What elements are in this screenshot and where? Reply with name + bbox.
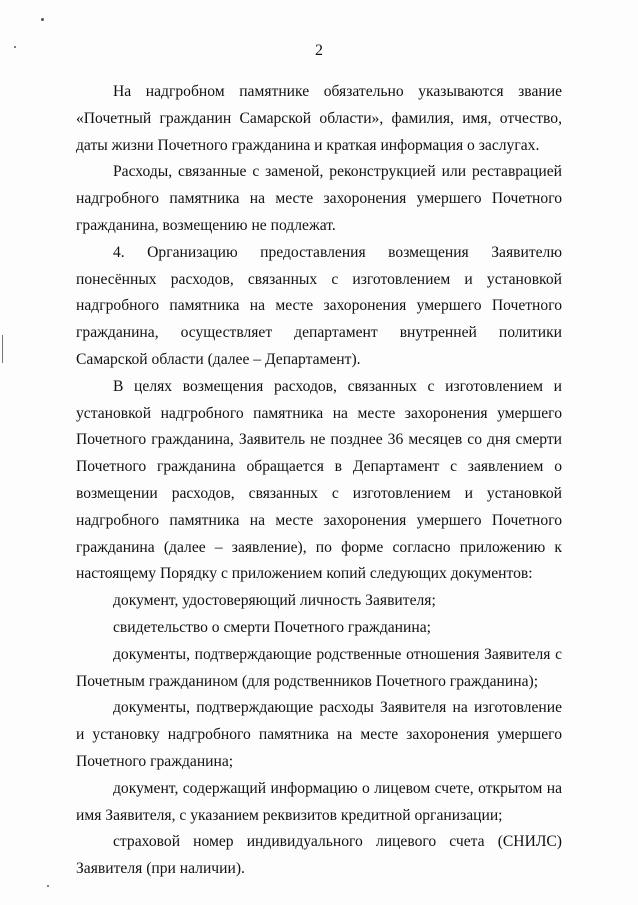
paragraph: Расходы, связанные с заменой, реконструкцией или реставрацией надгробного памятника на месте захоронения умершего Почетного гражданина, возмещению не подлежат. [76,163,562,234]
paragraph: страховой номер индивидуального лицевого счета (СНИЛС) Заявителя (при наличии). [76,833,562,878]
paragraph: В целях возмещения расходов, связанных с изготовлением и установкой надгробного памятника на месте захоронения умершего Почетного гражданина, Заявитель не позднее 36 месяцев со дня смерти Почетного гражданина обращается в Департамент с заявлением о возмещении расходов, связанных с изготовлением и установкой надгробного памятника на месте захоронения умершего Почетного гражданина (далее – заявление), по форме согласно приложению к настоящему Порядку с приложением копий следующих документов: [76,377,562,583]
paragraph: документы, подтверждающие расходы Заявителя на изготовление и установку надгробного памятника на месте захоронения умершего Почетного гражданина; [76,699,562,770]
scan-margin-mark [2,335,3,363]
paragraph: На надгробном памятнике обязательно указываются звание «Почетный гражданин Самарской области», фамилия, имя, отчество, даты жизни Почетного гражданина и краткая информация о заслугах. [76,83,562,154]
paragraph: документ, содержащий информацию о лицевом счете, открытом на имя Заявителя, с указанием реквизитов кредитной организации; [76,779,562,824]
paragraph: свидетельство о смерти Почетного гражданина; [113,618,431,636]
document-body [76,79,562,883]
paragraph: 4. Организацию предоставления возмещения Заявителю понесённых расходов, связанных с изготовлением и установкой надгробного памятника на месте захоронения умершего Почетного гражданина, осуществляет департамент внутренней политики Самарской области (далее – Департамент). [76,243,562,368]
scan-speck [41,18,44,21]
paragraph: документы, подтверждающие родственные отношения Заявителя с Почетным гражданином (для родственников Почетного гражданина); [76,645,562,690]
page-number: 2 [315,42,323,59]
paragraph: документ, удостоверяющий личность Заявителя; [113,592,436,610]
scan-speck [47,885,49,887]
